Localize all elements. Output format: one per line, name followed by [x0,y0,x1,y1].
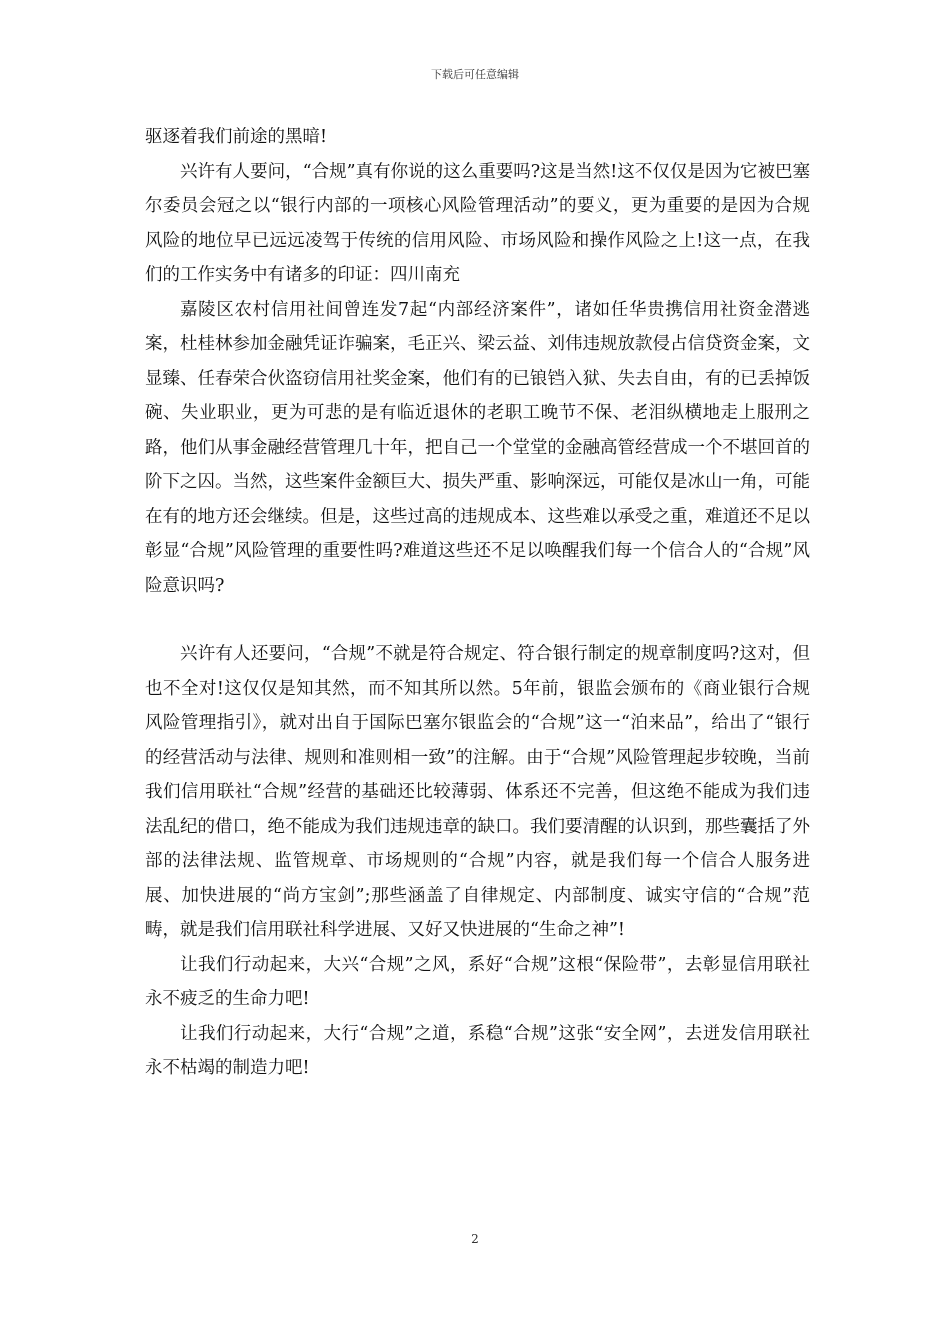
paragraph-3: 嘉陵区农村信用社间曾连发7起“内部经济案件”，诸如任华贵携信用社资金潜逃案，杜桂林参加金融凭证诈骗案，毛正兴、梁云益、刘伟违规放款侵占信贷资金案，文显臻、任春荣合伙盗窃信用社奖金案，他们有的已锒铛入狱、失去自由，有的已丢掉饭碗、失业职业，更为可悲的是有临近退休的老职工晚节不保、老泪纵横地走上服刑之路，他们从事金融经营管理几十年，把自己一个堂堂的金融高管经营成一个不堪回首的阶下之囚。当然，这些案件金额巨大、损失严重、影响深远，可能仅是冰山一角，可能在有的地方还会继续。但是，这些过高的违规成本、这些难以承受之重，难道还不足以彰显“合规”风险管理的重要性吗?难道这些还不足以唤醒我们每一个信合人的“合规”风险意识吗? [145,299,810,596]
paragraph-5: 让我们行动起来，大兴“合规”之风，系好“合规”这根“保险带”，去彰显信用联社永不疲乏的生命力吧! [145,954,810,1009]
paragraph-4: 兴许有人还要问，“合规”不就是符合规定、符合银行制定的规章制度吗?这对，但也不全对!这仅仅是知其然，而不知其所以然。5年前，银监会颁布的《商业银行合规风险管理指引》，就对出自于国际巴塞尔银监会的“合规”这一“泊来品”，给出了“银行的经营活动与法律、规则和准则相一致”的注解。由于“合规”风险管理起步较晚，当前我们信用联社“合规”经营的基础还比较薄弱、体系还不完善，但这绝不能成为我们违法乱纪的借口，绝不能成为我们违规违章的缺口。我们要清醒的认识到，那些囊括了外部的法律法规、监管规章、市场规则的“合规”内容，就是我们每一个信合人服务进展、加快进展的“尚方宝剑”;那些涵盖了自律规定、内部制度、诚实守信的“合规”范畴，就是我们信用联社科学进展、又好又快进展的“生命之神”! [145,644,810,940]
document-body [145,120,810,1086]
page-number: 2 [471,1232,479,1246]
page-header: 下载后可任意编辑 [431,68,519,81]
paragraph-2: 兴许有人要问，“合规”真有你说的这么重要吗?这是当然!这不仅仅是因为它被巴塞尔委员会冠之以“银行内部的一项核心风险管理活动”的要义，更为重要的是因为合规风险的地位早已远远凌驾于传统的信用风险、市场风险和操作风险之上!这一点，在我们的工作实务中有诸多的印证：四川南充 [145,161,810,285]
paragraph-6: 让我们行动起来，大行“合规”之道，系稳“合规”这张“安全网”，去迸发信用联社永不枯竭的制造力吧! [145,1023,810,1078]
paragraph-1: 驱逐着我们前途的黑暗! [145,127,328,147]
